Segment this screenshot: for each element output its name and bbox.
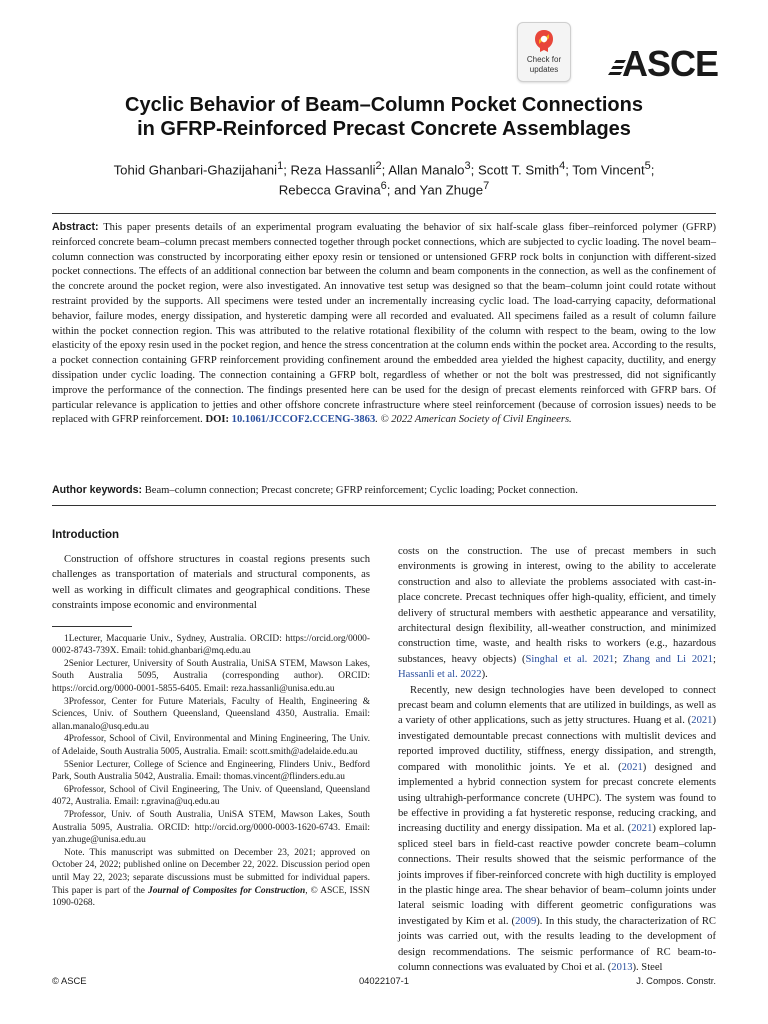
author-name: ; and Yan Zhuge [386,182,484,198]
doi-label: DOI: [205,414,230,426]
section-heading-introduction: Introduction [52,529,120,541]
abstract-label: Abstract: [52,221,99,233]
body-text: costs on the construction. The use of precast members in such environments is growing in interest, owing to the ability to accelerate construction and also to alleviate the problems associated with cast-in-place concrete. Precast techniques offer high-quality, efficient, and timely delivery of structural members with aesthetic appearance and versatility, architectural design flexibility, all-weather construction, and minimized construction time, waste, and health risks to workers (e.g., hazardous substances, heavy objects) ( [398,546,716,665]
footnote: 5Senior Lecturer, College of Science and Engineering, Flinders Univ., Bedford Park, South Australia 5042, Australia. Email: thomas.vincent@flinders.edu.au [52,759,370,783]
body-text: ) investigated demountable precast connections with multislit devices and reported improved ductility, stiffness, energy dissipation, and strength, compared with monolithic joints. Ye et al. ( [398,715,716,773]
footnotes [52,633,370,910]
badge-line-2: updates [529,65,559,74]
author-affiliation-mark: 3 [464,160,471,172]
author-affiliation-mark: 2 [375,160,382,172]
intro-paragraph: Construction of offshore structures in coastal regions presents such challenges as transportation of materials and structural components, as well as working in difficult climates and geographical conditions. These constraints impose economic and environmental [52,554,370,612]
asce-logo-text: ASCE [622,43,718,82]
check-for-updates-icon [532,28,556,54]
author-affiliation-mark: 4 [559,160,566,172]
keywords-body: Beam–column connection; Precast concrete; GFRP reinforcement; Cyclic loading; Pocket connection. [142,485,578,496]
body-text: Recently, new design technologies have been developed to connect precast beam and column elements that are utilized in buildings, as well as a variety of other applications, such as jetty structures. Huang et al. ( [398,684,716,727]
doi-link[interactable]: 10.1061/JCCOF2.CCENG-3863 [229,414,376,426]
citation-link[interactable]: 2009 [515,915,537,927]
author-name: Tohid Ghanbari-Ghazijahani [113,162,278,178]
footnote: 2Senior Lecturer, University of South Australia, UniSA STEM, Mawson Lakes, South Australia 5095, Australia (corresponding author). ORCID: https://orcid.org/0000-0001-5855-6405. Email: reza.hassanli@unisa.edu.au [52,658,370,694]
citation-link[interactable]: Singhal et al. 2021 [525,653,615,665]
footnote-divider [52,626,132,627]
author-name: ; Reza Hassanli [283,162,376,178]
abstract-body: This paper presents details of an experimental program evaluating the behavior of six half-scale glass fiber–reinforced polymer (GFRP) reinforced concrete beam–column precast members connected together through pocket connections, which are subjected to cyclic loading. The novel beam–column connection was constructed by incorporating either epoxy resin or tensioned or untensioned GFRP rock bolts in conjunction with different-sized pocket connections. The effects of an additional connection bar between the column and beam components in the connection, as well as the confinement of the concrete around the pocket region, were also investigated. An innovative test setup was designed so that the beam–column joint could rotate without restraint provided by the supports. All specimens were tested under an incrementally increasing cyclic load. The load-carrying capacity, deformational behavior, failure modes, energy dissipation, and hysteretic damping were all recorded and evaluated. All specimens failed as a result of column failure within the pocket connection region. This was attributed to the relative rotational flexibility of the column with respect to the beam, owing to the low elasticity of the epoxy resin used in the pocket region, and hence the stress concentration at the column ends within the pocket area. According to the results, a pocket connection containing GFRP reinforcement providing confinement around the embedded area yielded the highest capacity, ductility, and energy dissipation under cyclic loading. The connection containing a GFRP bolt, regardless of whether or not the bolt was prestressed, did not significantly improve the performance of the connection. The findings presented here can be used for the design of precast elements reinforced with GFRP bars. Of particular relevance is application to jetties and other offshore concrete infrastructure where steel reinforcement (because of corrosion issues) needs to be replaced with GFRP reinforcement. [52,222,716,426]
citation-link[interactable]: 2021 [691,715,713,727]
abstract-copyright: . © 2022 American Society of Civil Engineers. [375,414,572,426]
body-text: ) designed and implemented a hybrid connection system for precast concrete elements using ultrahigh-performance concrete (UHPC). The system was found to be effective in providing a fat hysteretic response, reducing cracking, and increasing ductility and energy dissipation. Ma et al. ( [398,761,717,835]
asce-logo-icon [608,42,718,82]
body-text: ; [614,653,623,665]
citation-link[interactable]: 2021 [631,823,653,835]
citation-link[interactable]: Zhang and Li 2021 [622,653,714,665]
footer-article-number: 04022107-1 [358,975,410,986]
right-column [398,544,716,975]
footnote: 6Professor, School of Civil Engineering, The Univ. of Queensland, Queensland 4072, Australia. Email: r.gravina@uq.edu.au [52,784,370,808]
citation-link[interactable]: 2021 [621,761,643,773]
body-text: ). [481,669,488,681]
body-text: ). Steel [632,961,663,973]
footnote: 7Professor, Univ. of South Australia, UniSA STEM, Mawson Lakes, South Australia 5095, Australia. ORCID: http://orcid.org/0000-0003-1620-6743. Email: yan.zhuge@unisa.edu.au [52,809,370,846]
body-text: ). In this study, the characterization of RC joints was carried out, with the results leading to the development of design recommendations. The seismic performance of RC beam-to-column connections was evaluated by Choi et al. ( [398,915,717,973]
author-list [40,158,728,199]
submission-note [52,847,370,910]
body-text: ; [713,653,716,665]
left-column [52,528,370,910]
asce-logo [608,42,718,82]
article-title [40,93,728,141]
citation-link[interactable]: Hassanli et al. 2022 [398,669,482,681]
footnote: 3Professor, Center for Future Materials, Faculty of Health, Engineering & Sciences, Univ. of Southern Queensland, Queensland 4350, Australia. Email: allan.manalo@usq.edu.au [52,696,370,732]
title-line-1: Cyclic Behavior of Beam–Column Pocket Connections [125,94,643,116]
footnote: 1Lecturer, Macquarie Univ., Sydney, Australia. ORCID: https://orcid.org/0000-0002-8743-739X. Email: tohid.ghanbari@mq.edu.au [52,633,370,657]
badge-line-1: Check for [526,55,562,64]
title-line-2: in GFRP-Reinforced Precast Concrete Assemblages [137,118,631,140]
footnote: 4Professor, School of Civil, Environmental and Mining Engineering, The Univ. of Adelaide, South Australia 5005, Australia. Email: scott.smith@adelaide.edu.au [52,734,370,757]
author-affiliation-mark: 7 [483,180,490,193]
author-name: ; Allan Manalo [381,162,465,178]
abstract [52,220,716,428]
author-affiliation-mark: 6 [380,180,387,193]
citation-link[interactable]: 2013 [611,961,633,973]
journal-name: Journal of Composites for Construction [148,885,306,896]
abstract-divider-top [52,213,716,214]
author-name: Rebecca Gravina [278,182,381,198]
author-name: ; Tom Vincent [565,162,645,178]
author-affiliation-mark: 1 [277,160,284,172]
body-paragraph [398,683,716,976]
author-separator: ; [650,162,655,178]
author-affiliation-mark: 5 [644,160,651,172]
keywords-label: Author keywords: [52,484,143,496]
author-keywords [52,483,716,498]
body-text: ) explored lap-spliced steel bars in field-cast reactive powder concrete beam–column connections. Their results showed that the seismic performance of the joints improves if fiber-reinforced concrete with high ductility is employed in the plastic hinge area. The shear behavior of beam–column joints under lateral seismic loading with different geometric configurations was investigated by Kim et al. ( [398,823,717,927]
body-paragraph [398,544,716,683]
note-text: , © ASCE, ISSN 1090-0268. [52,885,370,909]
footer-copyright: © ASCE [52,975,87,986]
abstract-divider-bottom [52,505,716,506]
footer-journal: J. Compos. Constr. [636,975,716,986]
author-name: ; Scott T. Smith [470,162,560,178]
note-text: Note. This manuscript was submitted on December 23, 2021; approved on October 24, 2022; published online on December 22, 2022. Discussion period open until May 22, 2023; separate discussions must be submitted for individual papers. This paper is part of the [52,847,370,896]
check-for-updates-badge[interactable] [517,22,571,82]
